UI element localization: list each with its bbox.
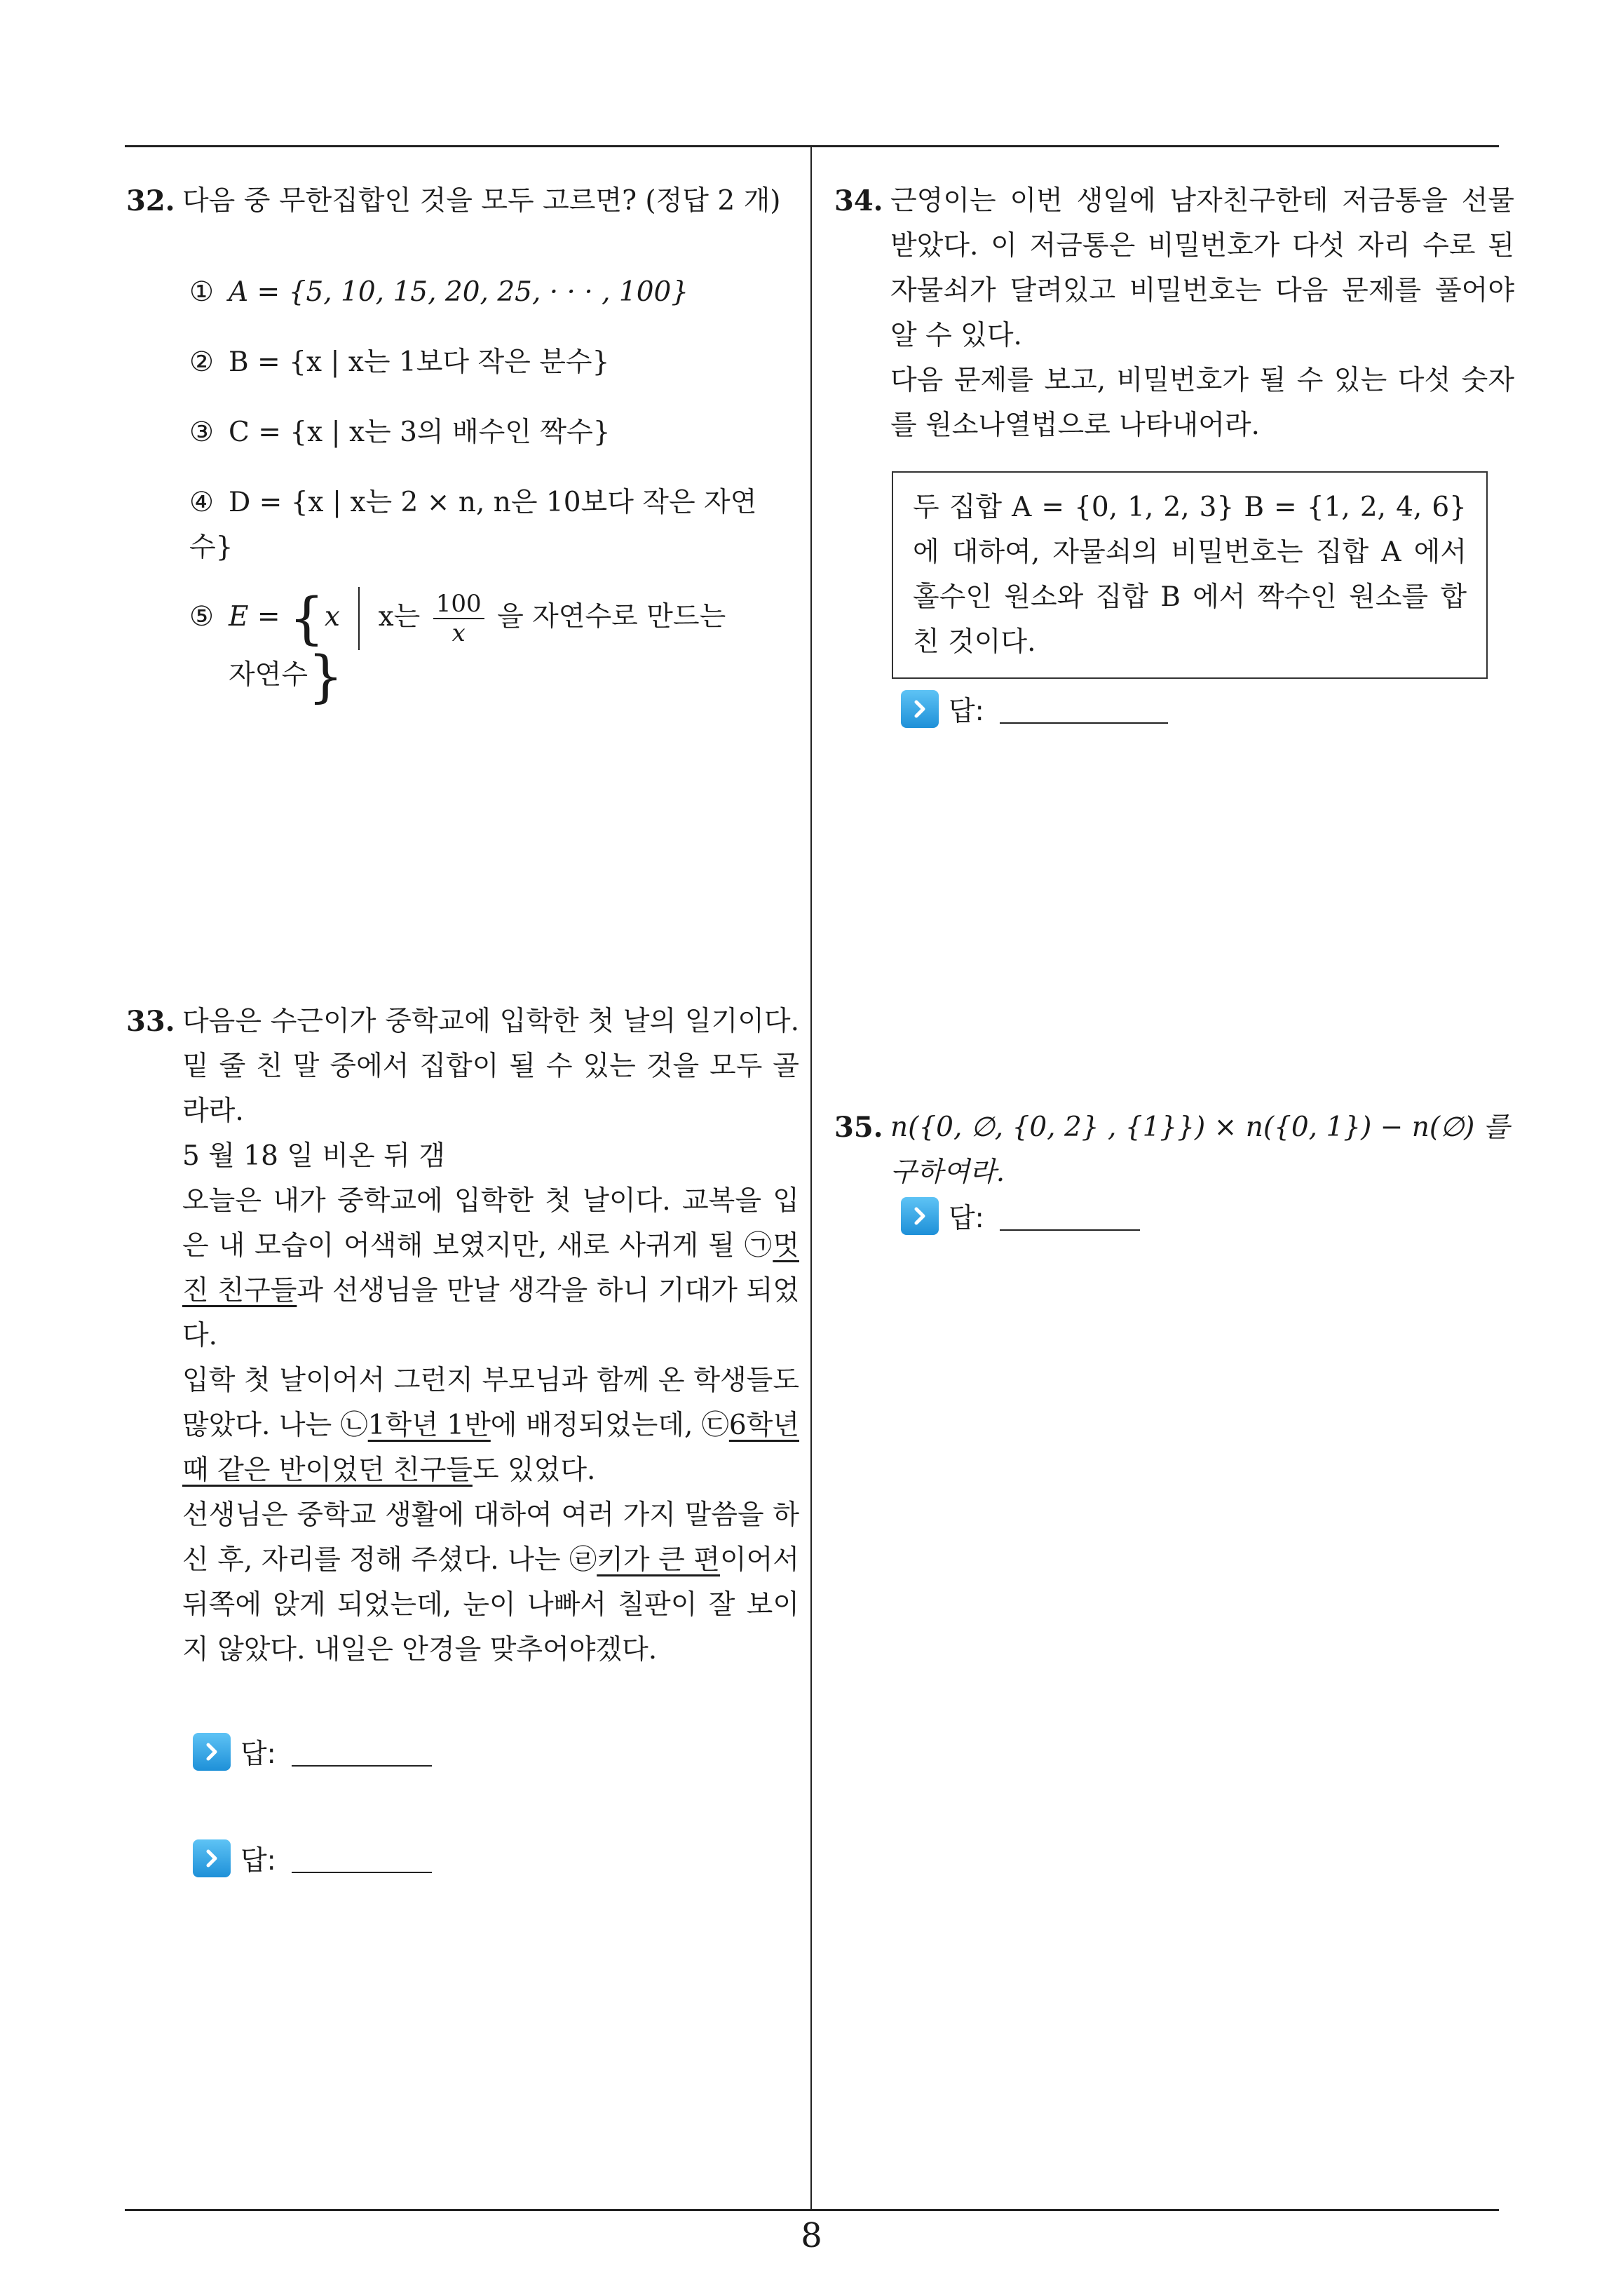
underlined-option-b: 1학년 1반 xyxy=(367,1410,491,1441)
page-number: 8 xyxy=(801,2216,822,2255)
answer-blank[interactable] xyxy=(1000,1201,1140,1231)
question-number: 33. xyxy=(126,1005,175,1038)
answer-blank[interactable] xyxy=(292,1844,432,1873)
diary-paragraph-2: 입학 첫 날이어서 그런지 부모님과 함께 온 학생들도 많았다. 나는 ㉡1학년 1반에 배정되었는데, ㉢6학년 때 같은 반이었던 친구들도 있었다. xyxy=(182,1365,800,1486)
question-number: 35. xyxy=(834,1111,883,1144)
answer-blank[interactable] xyxy=(292,1737,432,1767)
question-34 xyxy=(834,179,1514,448)
column-divider xyxy=(810,145,812,2210)
underlined-option-a: 멋진 친구들 xyxy=(182,1230,799,1306)
question-number: 32. xyxy=(126,184,175,217)
answer-field-q33-2[interactable] xyxy=(193,1839,432,1878)
chevron-right-icon xyxy=(193,1733,231,1771)
answer-field-q33-1[interactable] xyxy=(193,1732,432,1771)
answer-label: 답: xyxy=(949,696,984,727)
question-prompt: 다음 중 무한집합인 것을 모두 고르면? (정답 2 개) xyxy=(182,185,781,217)
choice-2[interactable]: ② B = {x | x는 1보다 작은 분수} xyxy=(189,346,610,378)
diary-paragraph-3: 선생님은 중학교 생활에 대하여 여러 가지 말씀을 하신 후, 자리를 정해 주셨다. 나는 ㉣키가 큰 편이어서 뒤쪽에 앉게 되었는데, 눈이 나빠서 칠판이 잘 보이지 않았다. 내일은 안경을 맞추어야겠다. xyxy=(182,1499,799,1666)
choice-5[interactable]: ⑤ E = {x x는 $\frac{100}{x}$ 을 자연수로 만드는 자연수} xyxy=(189,586,726,709)
chevron-right-icon xyxy=(901,690,939,728)
fraction: $\frac{100}{x}$ xyxy=(433,590,484,647)
choice-4[interactable]: ④ D = {x | x는 2 × n, n은 10보다 작은 자연수} xyxy=(189,487,757,563)
bottom-rule xyxy=(125,2209,1499,2211)
answer-label: 답: xyxy=(240,1738,276,1770)
question-prompt: 다음은 수근이가 중학교에 입학한 첫 날의 일기이다. 밑 줄 친 말 중에서 집합이 될 수 있는 것을 모두 골라라. xyxy=(182,1006,799,1127)
answer-label: 답: xyxy=(240,1845,276,1877)
question-prompt: 근영이는 이번 생일에 남자친구한테 저금통을 선물받았다. 이 저금통은 비밀번호가 다섯 자리 수로 된 자물쇠가 달려있고 비밀번호는 다음 문제를 풀어야 알 수 있다. xyxy=(890,185,1514,351)
answer-label: 답: xyxy=(949,1203,984,1234)
diary-paragraph-1: 오늘은 내가 중학교에 입학한 첫 날이다. 교복을 입은 내 모습이 어색해 보였지만, 새로 사귀게 될 ㉠멋진 친구들과 선생님을 만날 생각을 하니 기대가 되었다. xyxy=(182,1185,799,1351)
underlined-option-c: 6학년 때 같은 반이었던 친구들 xyxy=(182,1410,800,1486)
answer-blank[interactable] xyxy=(1000,694,1168,724)
question-35 xyxy=(834,1105,1514,1195)
choice-3[interactable]: ③ C = {x | x는 3의 배수인 짝수} xyxy=(189,417,611,448)
answer-field-q34[interactable] xyxy=(901,689,1168,729)
set-bar xyxy=(358,587,360,650)
top-rule xyxy=(125,145,1499,147)
diary-date: 5 월 18 일 비온 뒤 갬 xyxy=(182,1140,445,1172)
question-prompt-2: 다음 문제를 보고, 비밀번호가 될 수 있는 다섯 숫자를 원소나열법으로 나타내어라. xyxy=(890,365,1514,441)
answer-field-q35[interactable] xyxy=(901,1196,1140,1236)
chevron-right-icon xyxy=(901,1197,939,1235)
question-prompt: n({0, ∅, {0, 2} , {1}}) × n({0, 1}) − n(∅) 를 구하여라. xyxy=(890,1112,1510,1188)
question-32 xyxy=(126,179,792,709)
choice-1[interactable]: ① A = {5, 10, 15, 20, 25, · · · , 100} xyxy=(189,276,689,308)
problem-box: 두 집합 A = {0, 1, 2, 3} B = {1, 2, 4, 6} 에 대하여, 자물쇠의 비밀번호는 집합 A 에서 홀수인 원소와 집합 B 에서 짝수인 원소를 합친 것이다. xyxy=(892,471,1488,679)
left-brace: { xyxy=(288,586,325,651)
question-33 xyxy=(126,999,799,1673)
underlined-option-d: 키가 큰 편 xyxy=(597,1544,720,1576)
chevron-right-icon xyxy=(193,1839,231,1877)
right-brace: } xyxy=(308,644,344,709)
question-number: 34. xyxy=(834,184,883,217)
